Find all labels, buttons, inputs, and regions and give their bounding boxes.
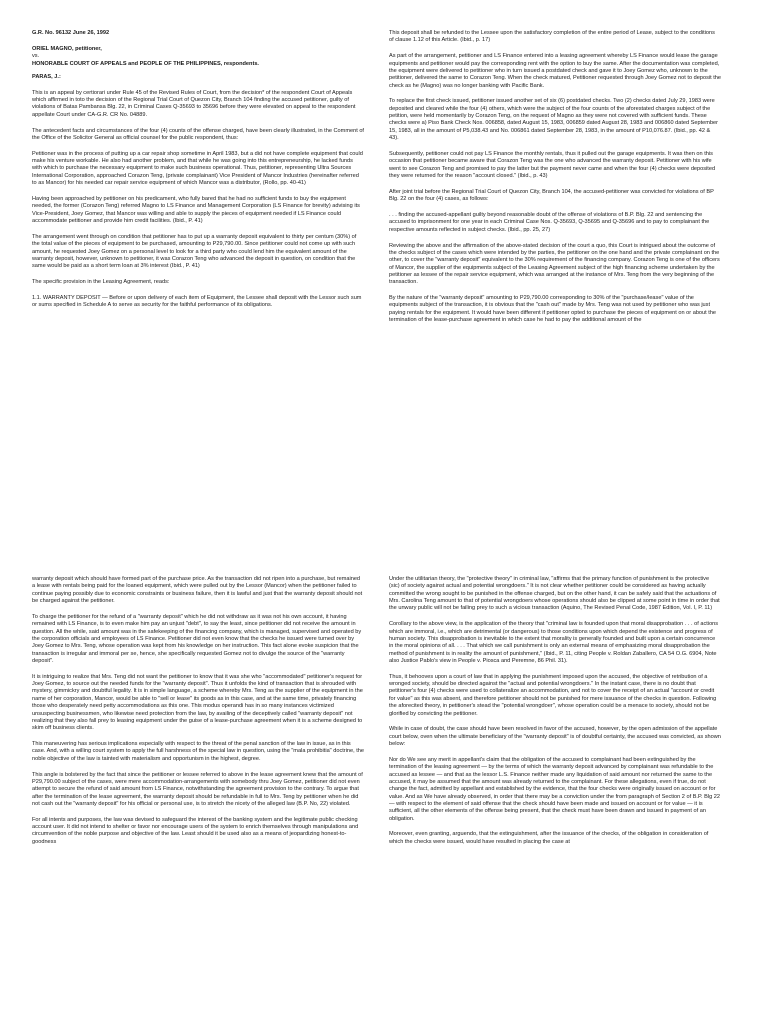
ponente: PARAS, J.: xyxy=(32,73,61,80)
paragraph: This maneuvering has serious implications especially with respect to the threat of the penal sanction of the law in issue, as in this case. And, with a willing court system to apply the full harshness of the special law in question, using the "mala prohibitia" doctrine, the noble objective of the law is tainted with materialism and opportunism in the highest, degree. xyxy=(32,741,365,762)
paragraph: The specific provision in the Leasing Agreement, reads: xyxy=(32,279,170,286)
paragraph: Under the utilitarian theory, the "protective theory" in criminal law, "affirms that the primary function of punishment is the protective (sic) of society against actual and potential wrongdoers." It is not clear whether petitioner could be considered as having actually committed the wrong sought to be punished in the offense charged, but on the other hand, it can be safely said that the actuations of Mrs. Carolina Teng amount to that of potential wrongdoers whose operations should also be clipped at some point in time in order that the unwary public will not be failing prey to such a vicious transaction (Aquino, The Revised Penal Code, 1987 Edition, Vol. I, P. 11) xyxy=(389,576,720,612)
case-number: G.R. No. 96132 June 26, 1992 xyxy=(32,30,110,36)
paragraph: Having been approached by petitioner on his predicament, who fully bared that he had no sufficient funds to buy the equipment needed, the former (Corazon Teng) referred Magno to LS Finance and Management Corporation (LS Finance for brevity) advising its Vice-President, Joey Gomez, that Mancor was willing and able to supply the pieces of equipment needed if LS Finance could accommodate petitioner and provide him credit facilities. (Ibid., P. 41) xyxy=(32,196,360,225)
paragraph: The antecedent facts and circumstances of the four (4) counts of the offense charged, have been clearly illustrated, in the Comment of the Office of the Solicitor General as official counsel for the public respondent, thus: xyxy=(32,127,364,141)
paragraph: This deposit shall be refunded to the Lessee upon the satisfactory completion of the entire period of Lease, subject to the conditions of clause 1.12 of this Article. (Ibid., p. 17) xyxy=(389,30,715,44)
document-page-2 xyxy=(0,560,768,1024)
paragraph: For all intents and purposes, the law was devised to safeguard the interest of the banking system and the legitimate public checking account user. It did not intend to shelter or favor nor encourage users of the system to enrich themselves through manipulations and circumvention of the noble purpose and objective of the law. Least should it be used also as a means of jeopardizing honest-to-goodness xyxy=(32,816,359,845)
paragraph: warranty deposit which should have formed part of the purchase price. As the transaction did not ripen into a purchase, but remained a lease with rentals being paid for the loaned equipment, which were pulled out by the Lessor (Mancor) when the petitioner failed to continue paying possibly due to economic constraints or business failure, then it is lawful and just that the warranty deposit should not be charged against the petitioner. xyxy=(32,576,363,605)
paragraph: Subsequently, petitioner could not pay LS Finance the monthly rentals, thus it pulled out the garage equipments. It was then on this occasion that petitioner became aware that Corazon Teng was the one who advanced the warranty deposit. Petitioner with his wife went to see Corazon Teng and promised to pay the latter but the payment never came and when the four (4) checks were deposited they were returned for the reason "account closed." (Ibid., p. 43) xyxy=(389,150,716,179)
respondent-line: HONORABLE COURT OF APPEALS and PEOPLE OF THE PHILIPPINES, respondents. xyxy=(32,60,259,67)
page-gap xyxy=(0,546,768,560)
paragraph: This is an appeal by certiorari under Rule 45 of the Revised Rules of Court, from the decision* of the respondent Court of Appeals which affirmed in toto the decision of the Regional Trial Court of Quezon City, Branch 104 finding the accused petitioner, guilty of violations of Batas Pambansa Blg. 22, in Criminal Cases Q-35693 to 35696 before they were elevated on appeal to the respondent appellate Court under CA-G.R. CR No. 04889. xyxy=(32,89,356,118)
case-caption xyxy=(32,46,364,68)
paragraph: By the nature of the "warranty deposit" amounting to P29,790.00 corresponding to 30% of the "purchase/lease" value of the equipments subject of the transaction, it is obvious that the "cash out" made by Mrs. Teng was not used by petitioner who was just paying rentals for the equipment. It would have been different if petitioner opted to purchase the pieces of equipment on or about the termination of the lease-purchase agreement in which case he had to pay the additional amount of the xyxy=(389,295,717,324)
paragraph: It is intriguing to realize that Mrs. Teng did not want the petitioner to know that it was she who "accommodated" petitioner's request for Joey Gomez, to source out the needed funds for the "warranty deposit". Thus it unfolds the kind of transaction that is shrouded with mystery, gimmickry and doubtful legality. It is in simple language, a scheme whereby Mrs. Teng as the supplier of the equipment in the name of her corporation, Mancor, would be able to "sell or lease" its goods as in this case, and at the same time, privately financing those who desperately need petty accommodations as this one. This modus operandi has in so many instances victimized unsuspecting businessmen, who likewise need protection from the law, by availing of the deceptively called "warranty deposit" not realizing that they also fall prey to leasing equipment under the guise of a lease-purchase agreement when it is a scheme designed to skim off business clients. xyxy=(32,673,363,732)
paragraph: 1.1. WARRANTY DEPOSIT — Before or upon delivery of each item of Equipment, the Lessee shall deposit with the Lessor such sum or sums specified in Schedule A to serve as security for the faithful performance of its obligations. xyxy=(32,294,362,309)
paragraph: Petitioner was in the process of putting up a car repair shop sometime in April 1983, but a did not have complete equipment that could make his venture workable. He also had another problem, and that while he was going into this entrepreneurship, he lacked funds with which to purchase the necessary equipment to make such business operational. Thus, petitioner, representing Ultra Sources International Corporation, approached Corazon Teng, (private complainant) Vice President of Mancor Industries (hereinafter referred to as Mancor) for his needed car repair service equipment of which Mancor was a distributor, (Rollo, pp. 40-41) xyxy=(32,150,363,187)
page2-right-column xyxy=(389,576,721,855)
paragraph: The arrangement went through on condition that petitioner has to put up a warranty deposit equivalent to thirty per centum (30%) of the total value of the pieces of equipment to be purchased, amounting to P29,790.00. Since petitioner could not come up with such amount, he requested Joey Gomez on a personal level to look for a third party who could lend him the equivalent amount of the warranty deposit, however, unknown to petitioner, it was Corazon Teng who advanced the deposit in question, on condition that the same would be paid as a short term loan at 3% interest (Ibid., P. 41) xyxy=(32,233,357,270)
paragraph: This angle is bolstered by the fact that since the petitioner or lessee referred to above in the lease agreement knew that the amount of P29,790.00 subject of the cases, were mere accommodation-arrangements with somebody thru Joey Gomez, petitioner did not even attempt to secure the refund of said amount from LS Finance, notwithstanding the agreement provision to the contrary. To argue that after the termination of the lease agreement, the warranty deposit should be refundable in full to Mrs. Teng by petitioner when he did not cash out the "warranty deposit" for his official or personal use, is to stretch the nicety of the alleged law (B.P. No, 22) violated. xyxy=(32,771,363,807)
petitioner-line: ORIEL MAGNO, petitioner, xyxy=(32,45,102,52)
paragraph: While in case of doubt, the case should have been resolved in favor of the accused, however, by the open admission of the appellate court below, oven when the ultimate beneficiary of the "warranty deposit" is of doubtful certainty, the accused was convicted, as shown below: xyxy=(389,726,721,748)
page2-left-column xyxy=(32,576,364,855)
paragraph: . . . finding the accused-appellant guilty beyond reasonable doubt of the offense of violations of B.P. Blg. 22 and sentencing the accused to imprisonment for one year in each Criminal Case Nos. Q-35693, Q-35695 and Q-35696 and to pay to complainant the respective amounts reflected in subject checks. (Ibid., pp. 25, 27) xyxy=(389,212,710,233)
paragraph: As part of the arrangement, petitioner and LS Finance entered into a leasing agreement whereby LS Finance would lease the garage equipments and petitioner would pay the corresponding rent with the option to buy the same. After the documentation was completed, the equipment were delivered to petitioner who in turn issued a postdated check and gave it to Joey Gomez who, unknown to the petitioner, delivered the same to Corazon Teng. When the check matured, Petitioner requested through Joey Gomez not to deposit the check as he (Magno) was no longer banking with Pacific Bank. xyxy=(389,53,721,89)
paragraph: To replace the first check issued, petitioner issued another set of six (6) postdated checks. Two (2) checks dated July 29, 1983 were deposited and cleared while the four (4) others, which were the subject of the four counts of the aforestated charges subject of the petition, were held momentarily by Corazon Teng, on the request of Magno as they were not covered with sufficient funds. These checks were a) Piso Bank Check Nos. 006858, dated August 15, 1983, 006859 dated August 28, 1983 and 006860 dated September 15, 1983, all in the amount of P5,038.43 and No. 006861 dated September 28, 1983, in the amount of P10,076.87. (Ibid., pp. 42 & 43). xyxy=(389,98,719,142)
paragraph: After joint trial before the Regional Trial Court of Quezon City, Branch 104, the accused-petitioner was convicted for violations of BP Blg. 22 on the four (4) cases, as follows: xyxy=(389,188,714,203)
page1-left-column xyxy=(32,30,364,318)
paragraph: Reviewing the above and the affirmation of the above-stated decision of the court a quo, this Court is intrigued about the outcome of the checks subject of the cases which were intended by the parties, the petitioner on the one hand and the private complainant on the other, to cover the "warranty deposit" equivalent to the 30% requirement of the financing company. Corazon Teng is one of the officers of Mancor, the supplier of the equipments subject of the Leasing Agreement subject of the high financing scheme undertaken by the petitioner as lessee of the repair service equipment, which was arranged at the instance of Mrs. Teng from the very beginning of the transaction. xyxy=(389,242,720,286)
paragraph: Thus, it behooves upon a court of law that in applying the punishment imposed upon the accused, the objective of retribution of a wronged society, should be directed against the "actual and potential wrongdoers." In the instant case, there is no doubt that petitioner's four (4) checks were used to collateralize an accommodation, and not to cover the receipt of an actual "account or credit for value" as this was absent, and therefore petitioner should not be punished for mere issuance of the checks in question. Following the aforecited theory, in petitioner's stead the "potential wrongdoer", whose operation could be a menace to society, should not be glorified by convicting the petitioner. xyxy=(389,673,717,717)
paragraph: Moreover, even granting, arguendo, that the extinguishment, after the issuance of the checks, of the obligation in consideration of which the checks were issued, would have resulted in placing the case at xyxy=(389,831,709,845)
paragraph: Corollary to the above view, is the application of the theory that "criminal law is founded upon that moral disapprobation . . . of actions which are immoral, i.e., which are detrimental (or dangerous) to those conditions upon which depend the existence and progress of human society. This disapprobation is inevitable to the extent that morality is generally founded and built upon a certain concurrence in the moral opinions of all. . . . That which we call punishment is only an external means of emphasizing moral disapprobation the method of punishment is in reality the amount of punishment," (Ibid., P. 11, citing People v. Roldan Zaballero, CA 54 O.G. 6904, Note also Justice Pablo's view in People v. Piosca and Peremne, 86 Phil. 31). xyxy=(389,621,719,664)
vs-line: vs. xyxy=(32,53,40,60)
paragraph: To charge the petitioner for the refund of a "warranty deposit" which he did not withdraw as it was not his own account, it having remained with LS Finance, is to even make him pay an unjust "debt", to say the least, since petitioner did not receive the amount in question. All the while, said amount was in the safekeeping of the financing company, which is managed, supervised and operated by the corporation officials and employees of LS Finance. Petitioner did not even know that the checks he issued were turned over by Joey Gomez to Mrs. Teng, whose operation was kept from his knowledge on her instruction. This fact alone evoke suspicion that the transaction is irregular and immoral per se, hence, she specifically requested Gomez not to divulge the source of the "warranty deposit". xyxy=(32,613,362,664)
paragraph: Nor do We see any merit in appellant's claim that the obligation of the accused to complainant had been extinguished by the termination of the leasing agreement — by the terms of which the warranty deposit advanced by complainant was refundable to the accused as lessee — and that as the lessor L.S. Finance neither made any liquidation of said amount nor returned the same to the accused, it may be assumed that the amount was already returned to the complainant. For these allegations, even if true, do not change the fact, admitted by appellant and established by the evidence, that the four checks were originally issued on account or for value. And as We have already observed, in order that there may be a conviction under the from paragraph of Section 2 of B.P. Blg 22 — with respect to the element of said offense that the check should have been made and issued on account or for value — it is sufficient, all the other elements of the offense being present, that the check must have been drawn and issued in payment of an obligation. xyxy=(389,756,720,822)
page1-right-column xyxy=(389,30,721,333)
